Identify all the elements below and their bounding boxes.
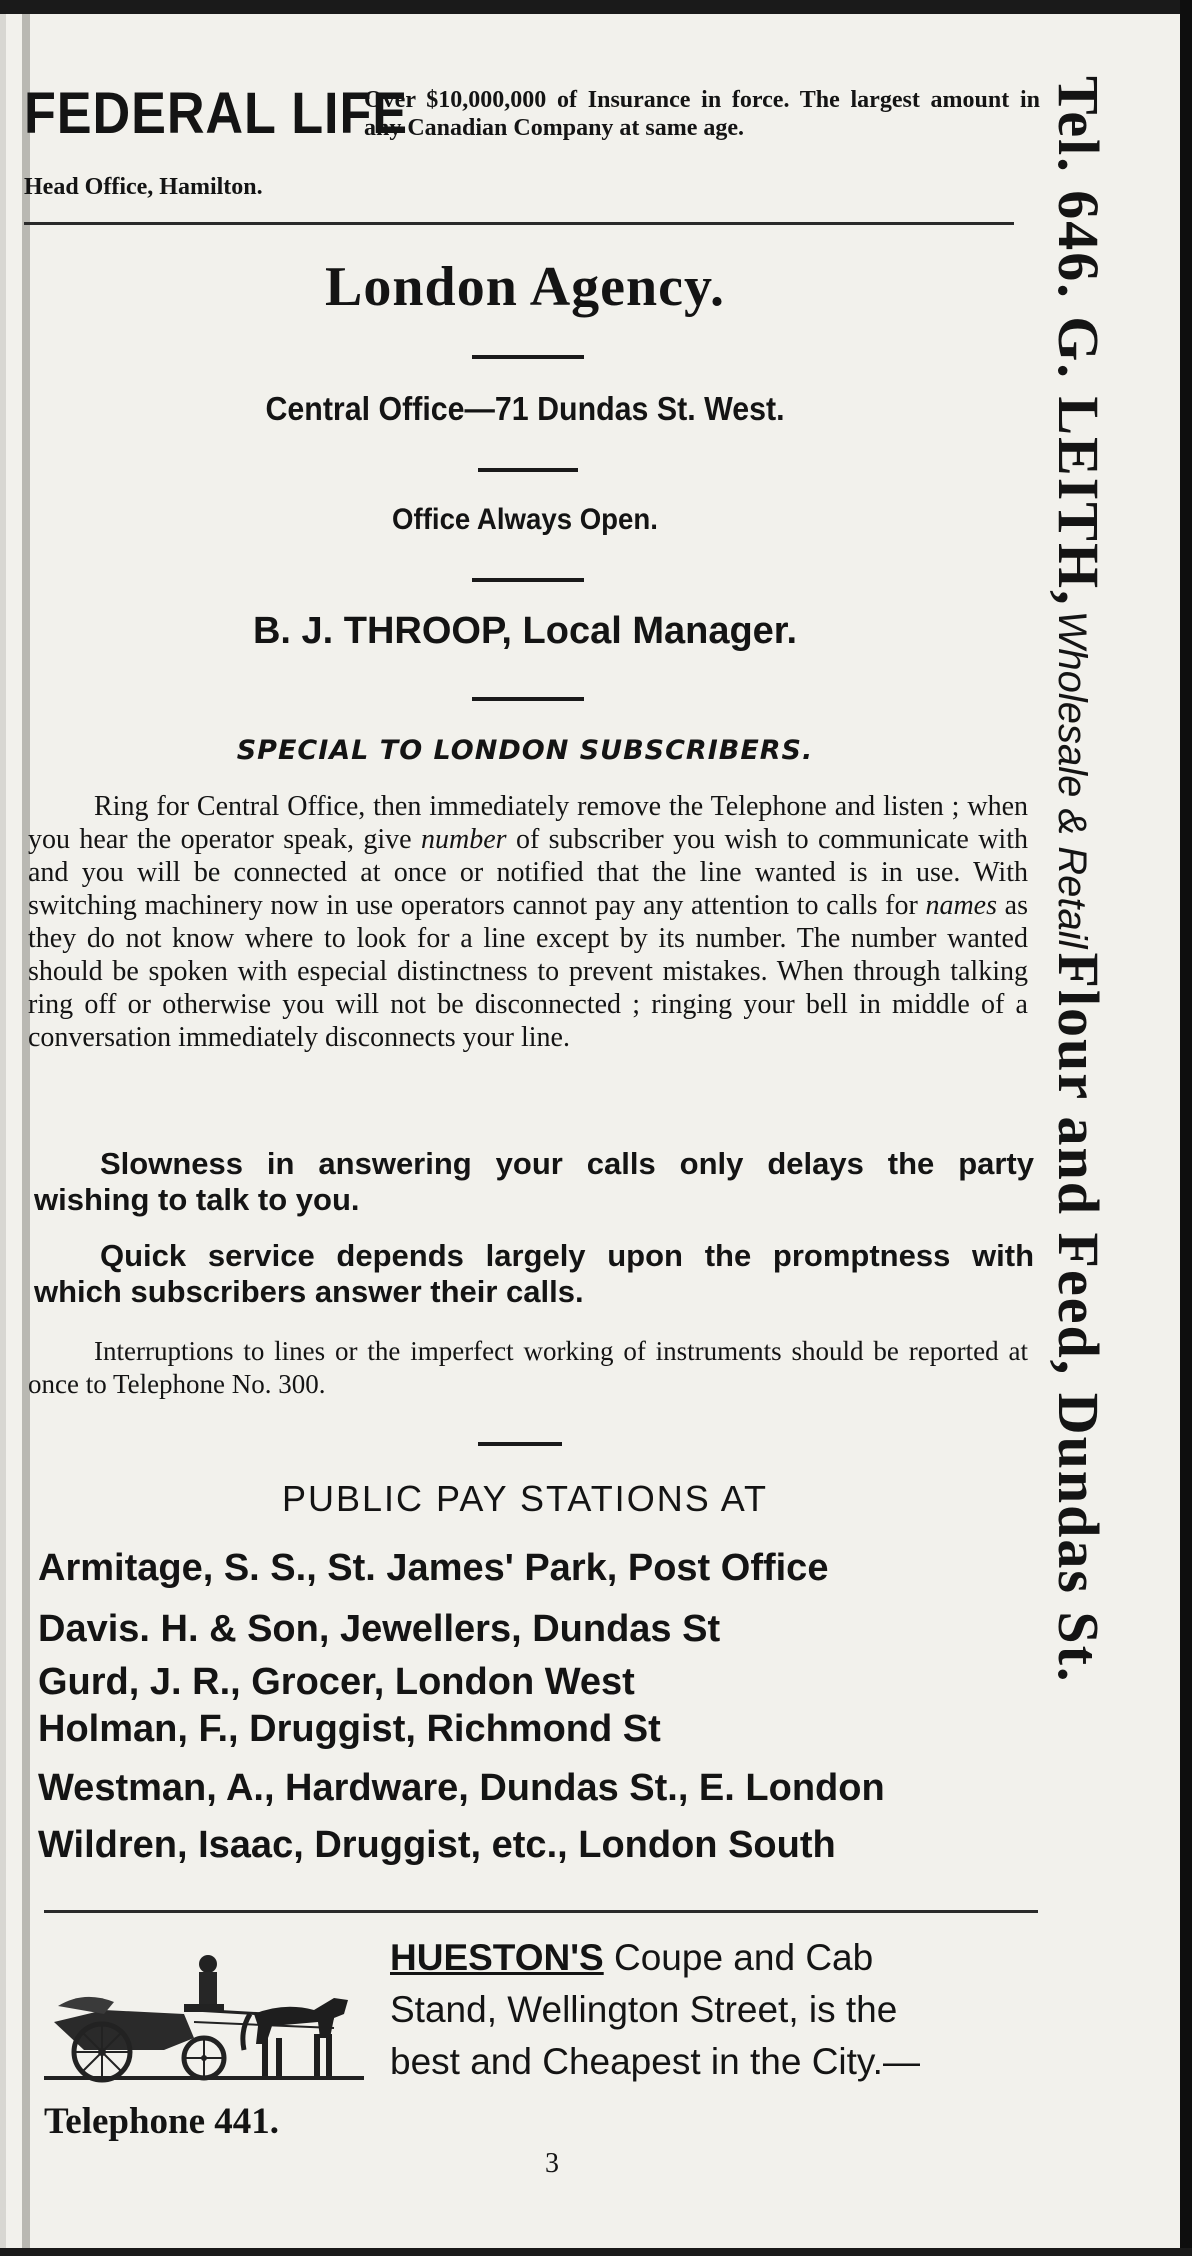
instructions-emphasis-names: names — [925, 890, 997, 921]
hueston-line1: Coupe and Cab — [603, 1937, 874, 1978]
pay-stations-list — [38, 1540, 1038, 1874]
divider-3 — [472, 578, 584, 582]
pay-stations-title: PUBLIC PAY STATIONS AT — [281, 1478, 769, 1519]
federal-life-title: FEDERAL LIFE — [24, 81, 408, 146]
divider-2 — [478, 468, 578, 472]
instructions-emphasis-number: number — [421, 824, 507, 855]
divider-1 — [472, 355, 584, 359]
station-holman: Holman, F., Druggist, Richmond St — [38, 1708, 661, 1750]
page-right-edge — [1180, 0, 1192, 2256]
instructions-text-a: Ring for Central Office, then immediately remove the Telephone and listen ; when you hear the operator speak, give — [28, 791, 1028, 855]
hueston-telephone: Telephone 441. — [44, 2101, 280, 2142]
instructions-paragraph — [28, 790, 1028, 1054]
federal-life-ad — [24, 80, 1040, 230]
divider-5 — [478, 1442, 562, 1446]
leith-side-ad — [1042, 76, 1112, 2076]
agency-title: London Agency. — [325, 256, 725, 318]
slowness-paragraph — [34, 1146, 1034, 1218]
instructions-text-c: as they do not know where to look for a line except by its number. The number wanted should be spoken with especial distinctness to prevent mistakes. When through talking ring off or otherwise you will not be disconnected ; ringing your bell in middle of a conversation immediately disconnects your line. — [28, 890, 1028, 1053]
interruptions-paragraph — [28, 1335, 1028, 1401]
slowness-text: Slowness in answering your calls only delays the party wishing to talk to you. — [34, 1146, 1034, 1217]
station-wildren: Wildren, Isaac, Druggist, etc., London South — [38, 1824, 836, 1866]
hueston-line3: best and Cheapest in the City.— — [390, 2041, 920, 2082]
interruptions-text: Interruptions to lines or the imperfect working of instruments should be reported at once to Telephone No. 300. — [28, 1336, 1028, 1399]
central-office-address: Central Office—71 Dundas St. West. — [265, 390, 785, 427]
leith-flour-feed: Flour and Feed, Dundas St. — [1046, 952, 1111, 1684]
page-binding-edge — [22, 14, 30, 2254]
instructions-text-b: of subscriber you wish to communicate with and you will be connected at once or notified that the line wanted is in use. With switching machinery now in use operators cannot pay any attention to calls for — [28, 824, 1028, 921]
hueston-ad — [390, 1932, 1040, 2088]
divider-4 — [472, 697, 584, 701]
office-hours: Office Always Open. — [392, 503, 658, 536]
station-armitage: Armitage, S. S., St. James' Park, Post Office — [38, 1547, 829, 1589]
page-number: 3 — [545, 2148, 559, 2179]
header-divider — [24, 222, 1014, 225]
leith-telephone: Tel. 646. G. LEITH, — [1046, 76, 1111, 607]
quick-service-text: Quick service depends largely upon the promptness with which subscribers answer their calls. — [34, 1238, 1034, 1309]
quick-service-paragraph — [34, 1238, 1034, 1310]
leith-wholesale: Wholesale & Retail — [1050, 610, 1094, 949]
special-heading: SPECIAL TO LONDON SUBSCRIBERS. — [236, 735, 814, 766]
horse-carriage-illustration — [44, 1910, 364, 2090]
insurance-claim: Over $10,000,000 of Insurance in force. The largest amount in any Canadian Company at same age. — [364, 87, 1040, 141]
local-manager: B. J. THROOP, Local Manager. — [252, 610, 798, 652]
station-westman: Westman, A., Hardware, Dundas St., E. London — [38, 1767, 885, 1809]
station-davis: Davis. H. & Son, Jewellers, Dundas St — [38, 1608, 721, 1650]
hueston-name: HUESTON'S — [390, 1937, 604, 1978]
head-office-line: Head Office, Hamilton. — [24, 174, 263, 200]
page-top-edge — [0, 0, 1192, 14]
station-gurd: Gurd, J. R., Grocer, London West — [38, 1661, 635, 1703]
hueston-line2: Stand, Wellington Street, is the — [390, 1989, 898, 2030]
page-bottom-edge — [0, 2248, 1192, 2256]
page-left-margin — [0, 14, 6, 2254]
